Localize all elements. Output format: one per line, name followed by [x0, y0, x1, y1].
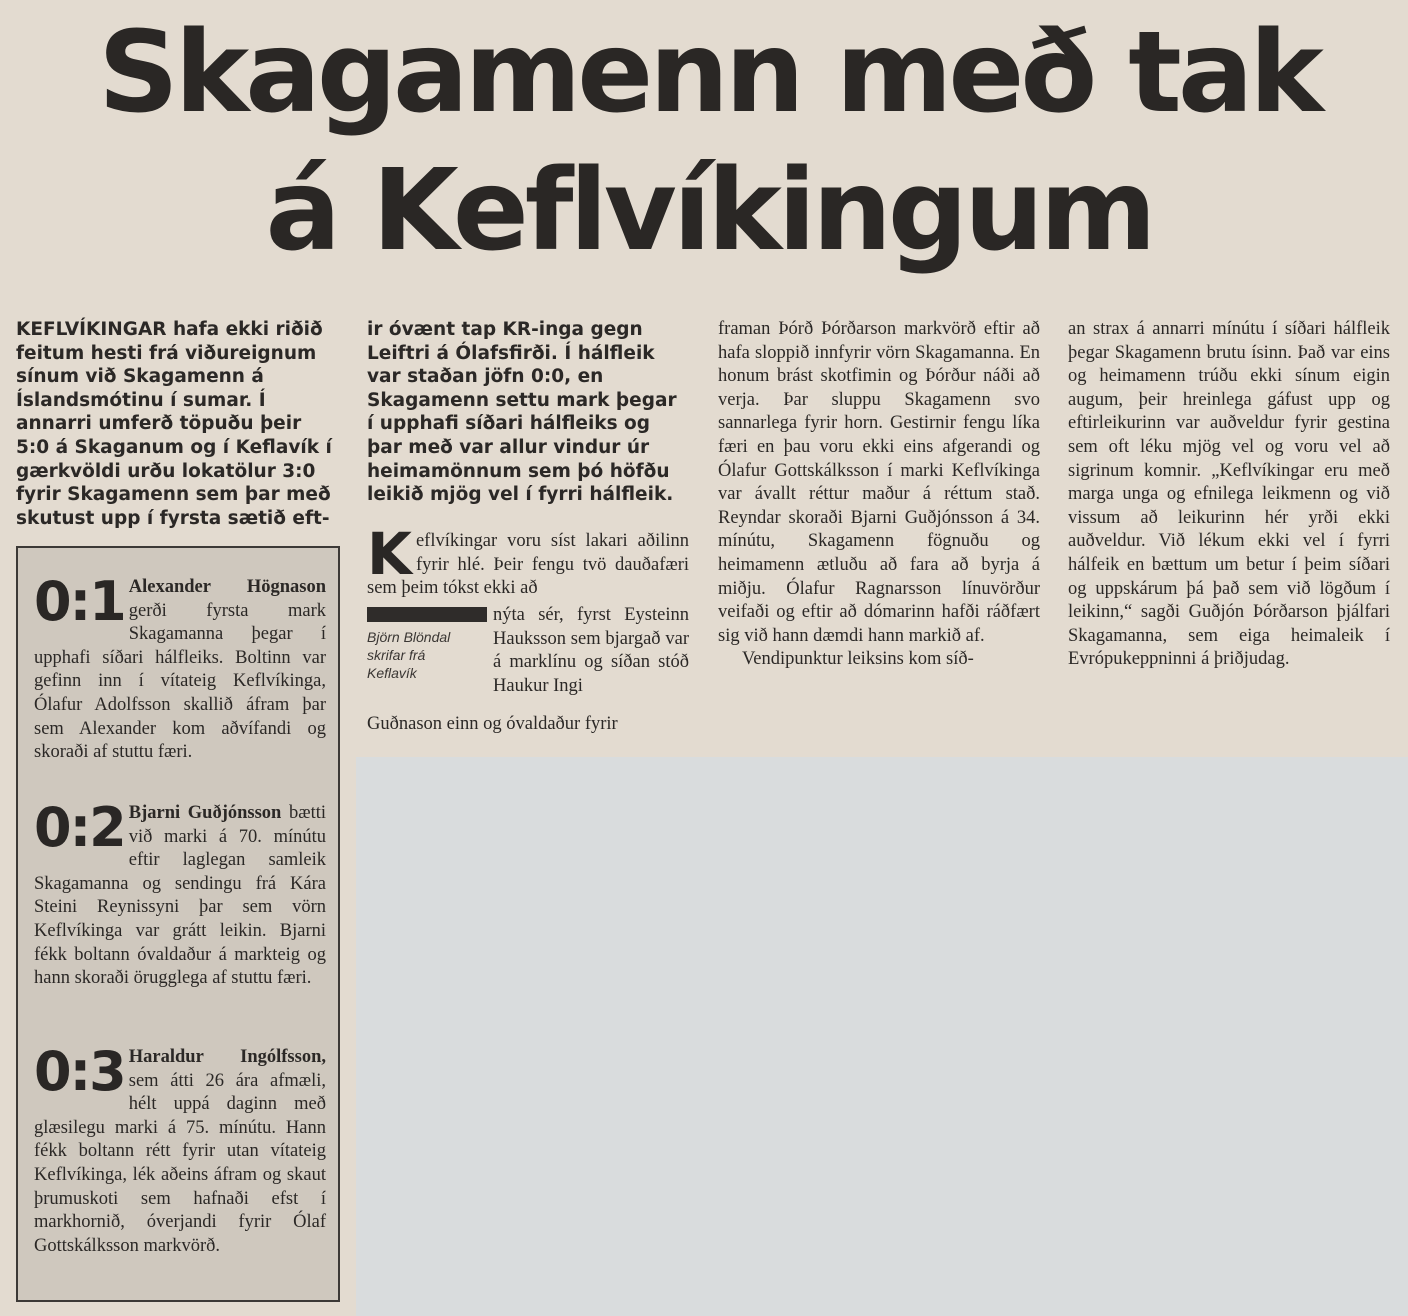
- headline-line-2: á Keflvíkingum: [265, 146, 1153, 276]
- byline-bar: [367, 607, 487, 622]
- article-col3: [718, 318, 1040, 672]
- goal-description: bætti við marki á 70. mínútu eftir laglegan samleik Skagamanna og sendingu frá Kára Steini Reynissyni þar sem vörn Keflvíkinga var grátt leikin. Bjarni fékk boltann óvaldaður á markteig og hann skoraði örugglega af stuttu færi.: [34, 803, 326, 989]
- goal-score: 0:1: [34, 570, 125, 633]
- goal-score: 0:3: [34, 1040, 125, 1103]
- article-col4: an strax á annarri mínútu í síðari hálfleik þegar Skagamenn brutu ísinn. Það var eins og heimamenn trúðu ekki sínum eigin augum, þeir hreinlega gáfust upp og eftirleikurinn var auðveldur fyrir gestina sem oft léku mjög vel og voru vel að sigrinum komnir. „Keflvíkingar eru með marga unga og efnilega leikmenn og við vissum að leikurinn hér yrði ekki auðveldur. Við lékum ekki vel í fyrri hálfeik en bættum um betur í þeim síðari og uppskárum þá það sem við lögðum í leikinn,“ sagði Guðjón Þórðarson þjálfari Skagamanna, sem eiga heimaleik í Evrópukeppninni á þriðjudag.: [1068, 319, 1390, 670]
- goal-entry-2: [34, 796, 326, 991]
- headline: [14, 4, 1404, 280]
- article-col2-body: nýta sér, fyrst Eysteinn Hauksson sem bjargað var á marklínu og síðan stóð Haukur Ingi: [493, 605, 689, 696]
- byline: Björn Blöndal skrifar frá Keflavík: [367, 629, 451, 681]
- goals-sidebar: [16, 546, 340, 1302]
- goal-score: 0:2: [34, 796, 125, 859]
- article-intro-text: eflvíkingar voru síst lakari aðilinn fyrir hlé. Þeir fengu tvö dauðafæri sem þeim tókst ekki að: [367, 531, 689, 599]
- goal-entry-3: [34, 1040, 326, 1258]
- goal-scorer: Haraldur Ingólfsson,: [128, 1047, 326, 1067]
- goal-description: gerði fyrsta mark Skagamanna þegar í upphafi síðari hálfleiks. Boltinn var gefinn inn í vítateig Keflvíkinga, Ólafur Adolfsson skallið áfram þar sem Alexander kom aðvífandi og skoraði af stuttu færi.: [34, 600, 326, 763]
- goal-description: sem átti 26 ára afmæli, hélt uppá daginn með glæsilegu marki á 75. mínútu. Hann fékk boltann rétt fyrir utan vítateig Keflvíkinga, lék aðeins áfram og skaut þrumuskoti sem hafnaði efst í markhornið, óverjandi fyrir Ólaf Gottskálksson markvörð.: [34, 1070, 326, 1256]
- goal-scorer: Alexander Högnason: [128, 577, 326, 597]
- goal-entry-1: [34, 570, 326, 765]
- goal-scorer: Bjarni Guðjónsson: [128, 803, 282, 823]
- article-intro: [367, 520, 689, 601]
- article-col3-para2: Vendipunktur leiksins kom síð-: [742, 649, 974, 670]
- article-col3-text: framan Þórð Þórðarson markvörð eftir að hafa sloppið innfyrir vörn Skagamanna. En honum brást skotfimin og Þórður náði að verja. Þar sluppu Skagamenn svo sannarlega fyrir horn. Gestirnir fengu líka færi en þau voru ekki eins afgerandi og Ólafur Gottskálksson í marki Keflvíkinga var ávallt réttur maður á réttum stað. Reyndar skoraði Bjarni Guðjónsson á 34. mínútu, Skagamenn fögnuðu og heimamenn ætluðu að fara að byrja á miðju. Ólafur Ragnarsson línuvörður veifaði og eftir að dómarinn hafði ráðfært sig við hann dæmdi hann markið af.: [718, 319, 1040, 646]
- lead-paragraph-col2: ir óvænt tap KR-inga gegn Leiftri á Ólafsfirði. Í hálfleik var staðan jöfn 0:0, en Skagamenn settu mark þegar í upphafi síðari hálfleiks og þar með var allur vindur úr heimamönnum sem þó höfðu leikið mjög vel í fyrri hálfleik.: [367, 319, 677, 506]
- lead-paragraph-col1: KEFLVÍKINGAR hafa ekki riðið feitum hesti frá viðureignum sínum við Skagamenn á Íslandsmótinu í sumar. Í annarri umferð töpuðu þeir 5:0 á Skaganum og í Keflavík í gærkvöldi urðu lokatölur 3:0 fyrir Skagamenn sem þar með skutust upp í fyrsta sætið eft-: [16, 319, 332, 529]
- drop-cap: K: [367, 520, 412, 588]
- headline-line-1: Skagamenn með tak: [98, 8, 1320, 138]
- article-col2-last-line: Guðnason einn og óvaldaður fyrir: [367, 714, 618, 734]
